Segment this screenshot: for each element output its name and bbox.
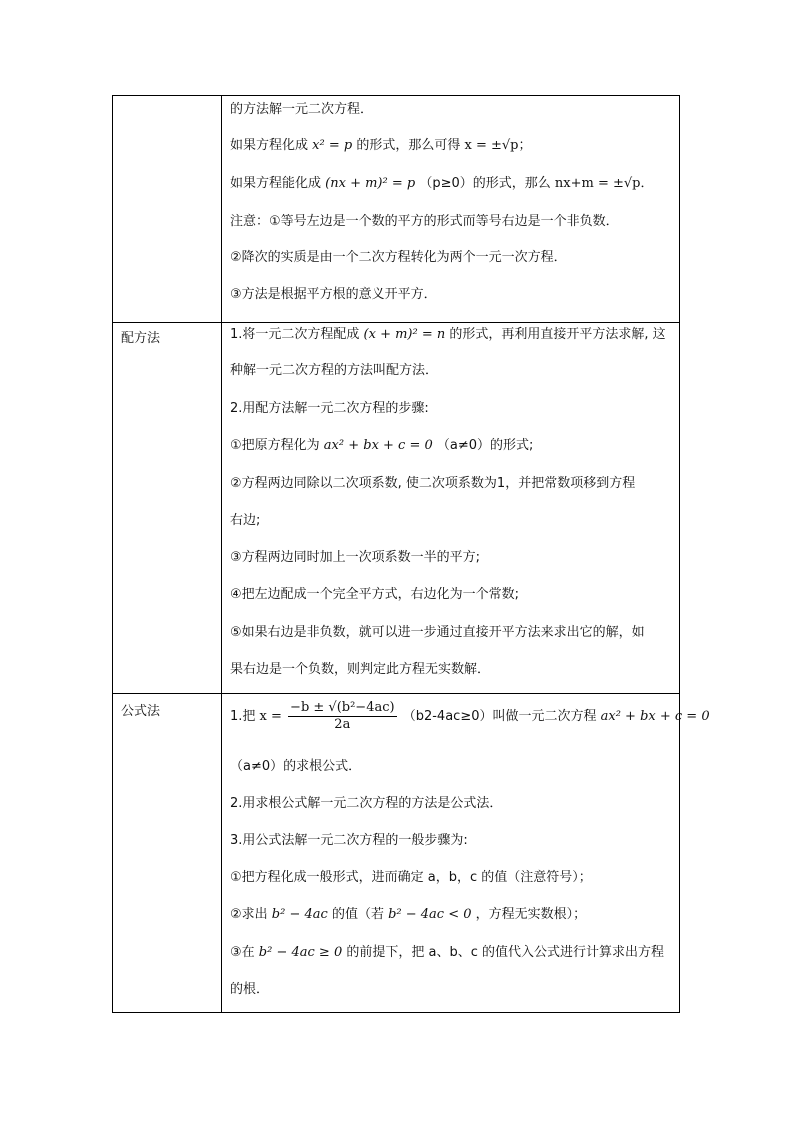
row-divider xyxy=(113,322,679,323)
text-segment: 如果方程能化成 xyxy=(230,176,322,191)
row-divider xyxy=(113,693,679,694)
text-line xyxy=(230,326,673,344)
math-expression: x² = p xyxy=(312,138,353,153)
text-line xyxy=(230,906,673,924)
text-line: 注意：①等号左边是一个数的平方的形式而等号右边是一个非负数． xyxy=(230,214,619,229)
text-line: 的方法解一元二次方程． xyxy=(230,102,374,117)
text-line: 2.用求根公式解一元二次方程的方法是公式法． xyxy=(230,796,503,811)
text-line: 种解一元二次方程的方法叫配方法． xyxy=(230,363,439,378)
text-line xyxy=(230,137,673,155)
text-segment: ． xyxy=(640,176,654,191)
text-line: 右边; xyxy=(230,513,261,528)
math-expression: nx+m = ±√p xyxy=(554,176,641,191)
formula-table xyxy=(112,95,710,1013)
fraction-numerator: −b ± √(b²−4ac) xyxy=(290,700,395,715)
math-expression: ax² + bx + c = 0 xyxy=(600,709,710,724)
math-expression: (nx + m)² = p xyxy=(325,176,416,191)
text-line: 果右边是一个负数，则判定此方程无实数解． xyxy=(230,662,491,677)
text-line: ②降次的实质是由一个二次方程转化为两个一元一次方程． xyxy=(230,250,567,265)
text-line: ①把方程化成一般形式，进而确定 a，b，c 的值（注意符号）； xyxy=(230,870,592,885)
text-line xyxy=(230,944,673,962)
text-segment: 的形式，再利用直接开平方法求解, 这 xyxy=(449,327,666,342)
math-expression: (x + m)² = n xyxy=(363,327,446,342)
text-segment: 1.将一元二次方程配成 xyxy=(230,327,360,342)
text-segment: （b2-4ac≥0）叫做一元二次方程 xyxy=(402,709,597,724)
text-segment: ； xyxy=(518,138,532,153)
text-line: 2.用配方法解一元二次方程的步骤: xyxy=(230,401,429,416)
text-segment: 的值（若 xyxy=(331,907,384,922)
fraction-denominator: 2a xyxy=(334,717,351,732)
text-segment: ②求出 xyxy=(230,907,268,922)
text-segment: 1.把 xyxy=(230,709,256,724)
text-line xyxy=(230,175,673,193)
text-line: 3.用公式法解一元二次方程的一般步骤为: xyxy=(230,833,468,848)
row-label-peifangfa: 配方法 xyxy=(121,331,161,346)
text-line: ⑤如果右边是非负数，就可以进一步通过直接开平方法来求出它的解，如 xyxy=(230,625,645,640)
math-expression: b² − 4ac ≥ 0 xyxy=(258,945,343,960)
text-line: ④把左边配成一个完全平方式，右边化为一个常数; xyxy=(230,587,520,602)
text-segment: （p≥0）的形式，那么 xyxy=(419,176,551,191)
text-segment: 的形式，那么可得 xyxy=(356,138,461,153)
text-segment: ，方程无实数根）； xyxy=(475,907,587,922)
quadratic-formula-fraction xyxy=(288,700,397,733)
math-expression: x = xyxy=(259,709,282,724)
text-segment: 如果方程化成 xyxy=(230,138,309,153)
math-expression: b² − 4ac xyxy=(271,907,328,922)
text-line: ②方程两边同除以二次项系数, 使二次项系数为1，并把常数项移到方程 xyxy=(230,476,636,491)
text-segment: ③在 xyxy=(230,945,255,960)
math-expression: ax² + bx + c = 0 xyxy=(323,438,433,453)
text-segment: ①把原方程化为 xyxy=(230,438,320,453)
text-line: ③方程两边同时加上一次项系数一半的平方; xyxy=(230,550,481,565)
math-expression: b² − 4ac < 0 xyxy=(388,907,472,922)
row-label-gongshifa: 公式法 xyxy=(121,704,161,719)
text-line xyxy=(230,437,673,455)
text-line: （a≠0）的求根公式． xyxy=(230,759,362,774)
text-segment: （a≠0）的形式; xyxy=(436,438,534,453)
text-line: ③方法是根据平方根的意义开平方． xyxy=(230,287,437,302)
column-divider xyxy=(221,96,222,1012)
text-line xyxy=(230,700,710,734)
math-expression: x = ±√p xyxy=(464,138,519,153)
text-segment: 的前提下，把 a、b、c 的值代入公式进行计算求出方程 xyxy=(346,945,664,960)
text-line: 的根． xyxy=(230,982,270,997)
